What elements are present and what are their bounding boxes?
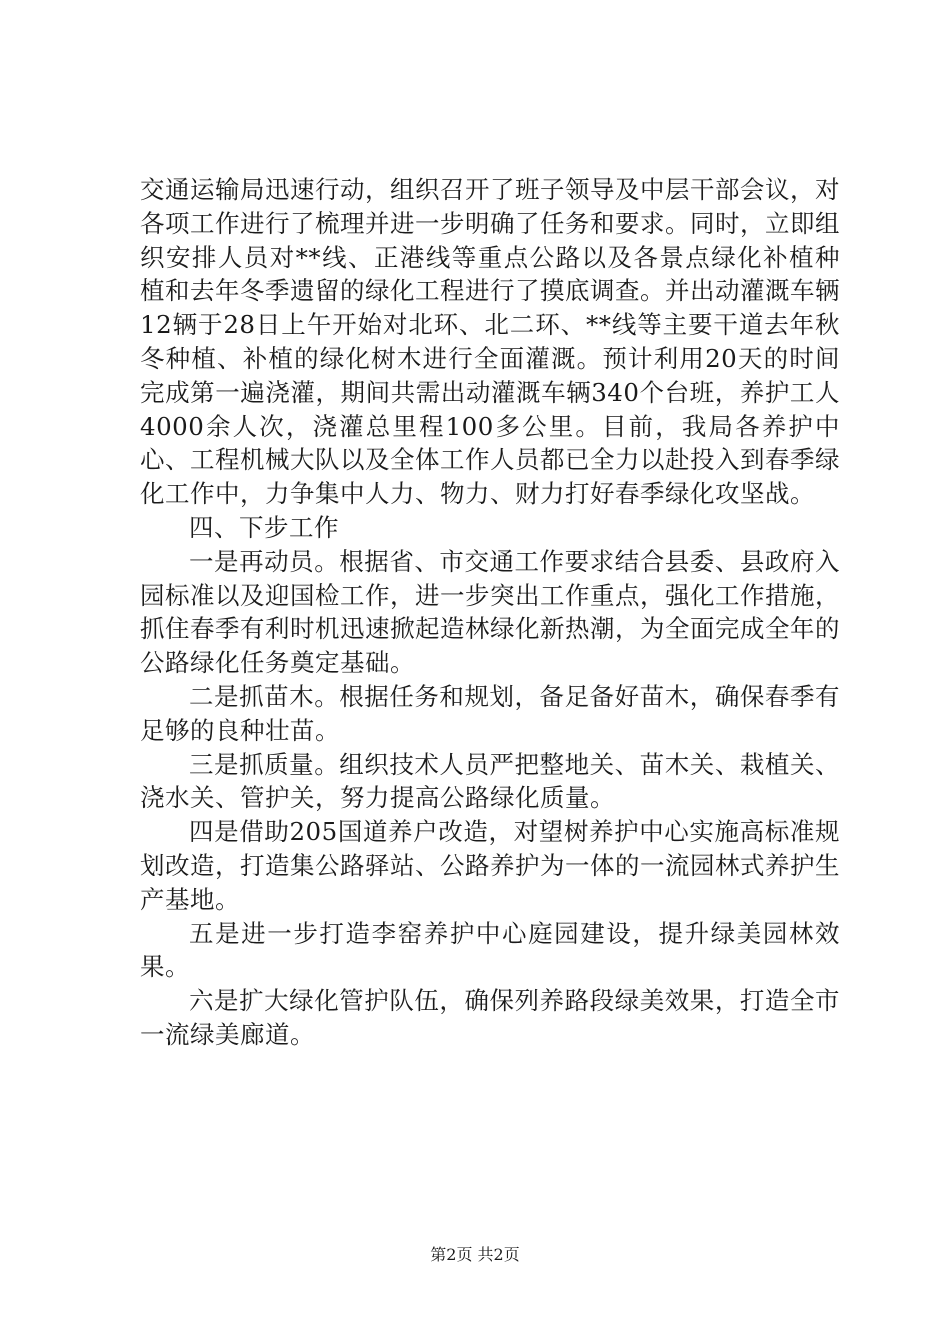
paragraph-item-4: 四是借助205国道养户改造，对望树养护中心实施高标准规划改造，打造集公路驿站、公路养护为一体的一流园林式养护生产基地。 [140, 817, 840, 914]
paragraph-item-5: 五是进一步打造李窑养护中心庭园建设，提升绿美园林效果。 [140, 918, 840, 982]
paragraph-item-2: 二是抓苗木。根据任务和规划，备足备好苗木，确保春季有足够的良种壮苗。 [140, 681, 840, 745]
page-footer [0, 1245, 950, 1265]
paragraph-item-6: 六是扩大绿化管护队伍，确保列养路段绿美效果，打造全市一流绿美廊道。 [140, 986, 840, 1049]
paragraph-item-1: 一是再动员。根据省、市交通工作要求结合县委、县政府入园标准以及迎国检工作，进一步突出工作重点，强化工作措施，抓住春季有利时机迅速掀起造林绿化新热潮，为全面完成全年的公路绿化任务奠定基础。 [140, 546, 840, 678]
paragraph-item-3: 三是抓质量。组织技术人员严把整地关、苗木关、栽植关、浇水关、管护关，努力提高公路绿化质量。 [140, 749, 840, 813]
page-number-label: 第2页 共2页 [430, 1245, 520, 1264]
document-body [140, 173, 840, 1052]
section-heading-next-steps: 四、下步工作 [189, 512, 339, 542]
paragraph-intro: 交通运输局迅速行动，组织召开了班子领导及中层干部会议，对各项工作进行了梳理并进一步明确了任务和要求。同时，立即组织安排人员对**线、正港线等重点公路以及各景点绿化补植种植和去年冬季遗留的绿化工程进行了摸底调查。并出动灌溉车辆12辆于28日上午开始对北环、北二环、**线等主要干道去年秋冬种植、补植的绿化树木进行全面灌溉。预计利用20天的时间完成第一遍浇灌，期间共需出动灌溉车辆340个台班，养护工人4000余人次，浇灌总里程100多公里。目前，我局各养护中心、工程机械大队以及全体工作人员都已全力以赴投入到春季绿化工作中，力争集中人力、物力、财力打好春季绿化攻坚战。 [140, 175, 840, 509]
